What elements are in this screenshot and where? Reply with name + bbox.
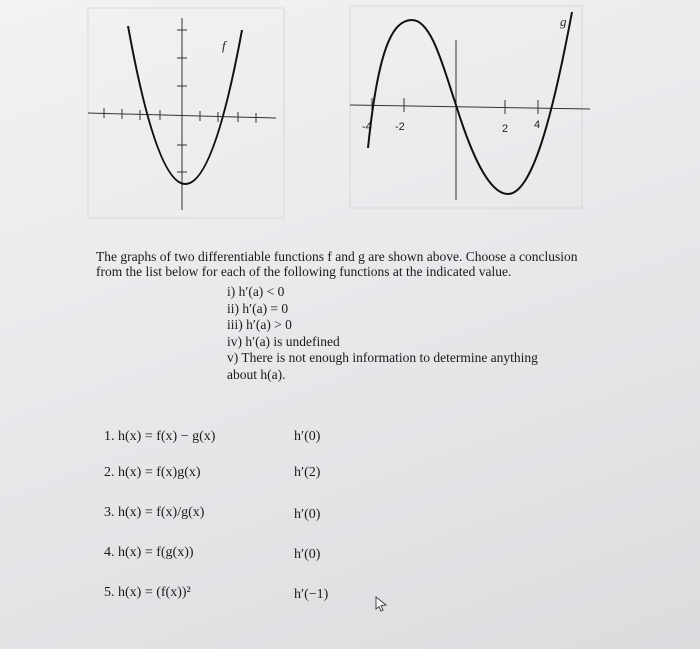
graphs-area (0, 0, 700, 230)
problem-function: 4. h(x) = f(g(x)) (104, 545, 194, 560)
graph-f (88, 8, 284, 218)
mouse-cursor-icon (374, 596, 388, 612)
problem-function: 3. h(x) = f(x)/g(x) (104, 505, 205, 520)
graph-g-tick-label: 2 (502, 123, 509, 135)
graph-g-tick-label: -4 (362, 121, 372, 133)
problem-evaluate: h′(0) (294, 507, 321, 522)
graph-g-label: g (560, 14, 567, 29)
problem-function: 5. h(x) = (f(x))² (104, 585, 191, 600)
problem-evaluate: h′(−1) (294, 587, 329, 602)
graph-g (350, 6, 590, 208)
option-item: about h(a). (227, 366, 286, 382)
graph-g-curve (368, 12, 572, 194)
graph-g-tick-labels (362, 119, 540, 135)
option-item: i) h′(a) < 0 (227, 284, 285, 299)
option-item: iv) h′(a) is undefined (227, 333, 340, 349)
option-item: iii) h′(a) > 0 (227, 317, 292, 332)
problem-function: 2. h(x) = f(x)g(x) (104, 465, 201, 480)
problem-evaluate: h′(0) (294, 429, 321, 444)
graph-f-label: f (222, 38, 226, 53)
problem-evaluate: h′(2) (294, 465, 321, 480)
intro-text: The graphs of two differentiable functions f and g are shown above. Choose a conclusion from the list below for each of the following functions at the indicated value. (96, 249, 578, 279)
problem-function: 1. h(x) = f(x) − g(x) (104, 429, 216, 444)
conclusion-options (227, 284, 587, 383)
option-item: v) There is not enough information to determine anything (227, 350, 538, 365)
problem-evaluate: h′(0) (294, 547, 321, 562)
graph-g-x-axis (350, 105, 590, 109)
graph-f-frame (88, 8, 284, 218)
graph-g-tick-label: -2 (395, 121, 405, 133)
option-item: ii) h′(a) = 0 (227, 300, 289, 316)
graph-g-tick-label: 4 (534, 119, 541, 131)
